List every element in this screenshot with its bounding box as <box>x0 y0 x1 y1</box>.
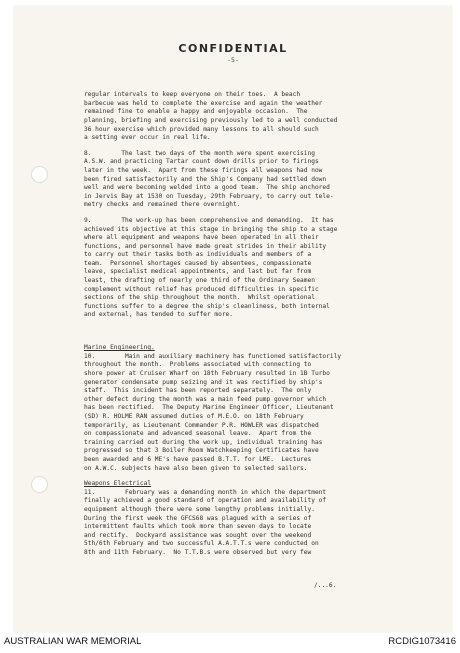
text-line: regular intervals to keep everyone on their toes. A beach <box>84 91 301 99</box>
text-line: 9. The work-up has been comprehensive and demanding. It has <box>84 216 334 224</box>
text-line: 11. February was a demanding month in which the department <box>84 488 327 496</box>
continuation-mark: /...6. <box>314 581 337 589</box>
text-line: staff. This incident has been reported separately. The only <box>84 387 312 395</box>
paragraph <box>84 91 414 143</box>
text-line: planning, briefing and exercising previously led to a well conducted <box>84 116 338 124</box>
text-line: 36 hour exercise which provided many lessons to all should such <box>84 125 319 133</box>
text-line: been awarded and 6 ME's have passed B.T.T. for LME. Lectures <box>84 455 312 463</box>
paragraphs <box>84 91 414 320</box>
text-line: intermittent faults which took more than seven days to locate <box>84 523 312 531</box>
text-line: complement without relief has produced difficulties in specific <box>84 285 319 293</box>
archive-footer <box>0 633 460 653</box>
text-line: where all equipment and weapons have been operated in all their <box>84 234 319 242</box>
text-line: 8. The last two days of the month were spent exercising <box>84 149 315 157</box>
sections <box>84 344 414 557</box>
text-line: training carried out during the work up, individual training has <box>84 438 323 446</box>
text-line: equipment although there were some lengthy problems initially. <box>84 505 315 513</box>
text-line: team. Personnel shortages caused by absentees, compassionate <box>84 259 312 267</box>
text-line: been fired satisfactorily and the Ship's Company had settled down <box>84 175 327 183</box>
archive-record-id: RCDIG1073416 <box>388 636 456 647</box>
paragraph <box>84 217 414 320</box>
text-line: functions, and personnel have made great strides in their ability <box>84 242 327 250</box>
text-line: later in the week. Apart from these firings all weapons had now <box>84 166 323 174</box>
text-line: progressed so that 3 Boiler Room Watchkeeping Certificates have <box>84 447 319 455</box>
text-line: barbecue was held to complete the exercise and again the weather <box>84 99 323 107</box>
text-line: During the first week the GFCS68 was plagued with a series of <box>84 514 312 522</box>
text-line: temporarily, as Lieutenant Commander P.R. HOWLER was dispatched <box>84 421 319 429</box>
punch-hole <box>31 476 48 493</box>
text-line: 5th/6th February and two successful A.A.T.T.s were conducted on <box>84 540 319 548</box>
text-line: other defect during the month was a main feed pump governor which <box>84 395 327 403</box>
classification-header: CONFIDENTIAL <box>178 42 288 55</box>
archive-name: AUSTRALIAN WAR MEMORIAL <box>4 636 142 647</box>
section-heading: Marine Engineering. <box>84 344 155 352</box>
paragraph <box>84 489 414 558</box>
text-line: remained fine to enable a happy and enjoyable occasion. The <box>84 108 308 116</box>
document-page <box>14 6 452 632</box>
text-line: 8th and 11th February. No T.T.B.s were observed but very few <box>84 548 312 556</box>
text-line: metry checks and remained there overnight. <box>84 201 241 209</box>
text-line: least, the drafting of nearly one third of the Ordinary Seamen <box>84 277 315 285</box>
text-line: on A.W.C. subjects have also been given to selected sailors. <box>84 464 308 472</box>
paragraph <box>84 353 414 473</box>
document-body <box>84 74 414 607</box>
text-line: shore power at Cruiser Wharf on 18th February resulted in 1B Turbo <box>84 370 330 377</box>
page-number: -5- <box>227 56 239 64</box>
text-line: (SD) R. HOLME RAN assumed duties of M.E.O. on 18th February <box>84 412 304 420</box>
text-line: finally achieved a good standard of operation and availability of <box>84 497 327 505</box>
text-line: achieved its objective at this stage in bringing the ship to a stage <box>84 225 338 233</box>
text-line: a setting ever occur in real life. <box>84 134 211 142</box>
text-line: 10. Main and auxiliary machinery has functioned satisfactorily <box>84 352 342 360</box>
text-line: A.S.W. and practicing Tartar count down drills prior to firings <box>84 158 319 166</box>
text-line: and rectify. Dockyard assistance was sought over the weekend <box>84 531 312 539</box>
text-line: and external, has tended to suffer more. <box>84 311 234 319</box>
text-line: sections of the ship throughout the month. Whilst operational <box>84 294 315 302</box>
text-line: well and were becoming welded into a good team. The ship anchored <box>84 184 330 192</box>
text-line: functions suffer to a degree the ship's cleanliness, both internal <box>84 302 330 310</box>
paragraph <box>84 150 414 210</box>
text-line: on compassionate and advanced seasonal leave. Apart from the <box>84 430 312 438</box>
section-heading: Weapons Electrical <box>84 480 152 488</box>
text-line: to carry out their tasks both as individuals and members of a <box>84 251 312 259</box>
text-line: throughout the month. Problems associated with connecting to <box>84 361 312 369</box>
text-line: has been rectified. The Deputy Marine Engineer Officer, Lieutenant <box>84 404 334 412</box>
punch-hole <box>31 166 48 183</box>
text-line: in Jervis Bay at 1530 on Tuesday, 29th February, to carry out tele- <box>84 192 334 200</box>
text-line: generator condensate pump seizing and it was rectified by ship's <box>84 378 323 386</box>
text-line: leave, specialist medical appointments, and last but far from <box>84 268 312 276</box>
